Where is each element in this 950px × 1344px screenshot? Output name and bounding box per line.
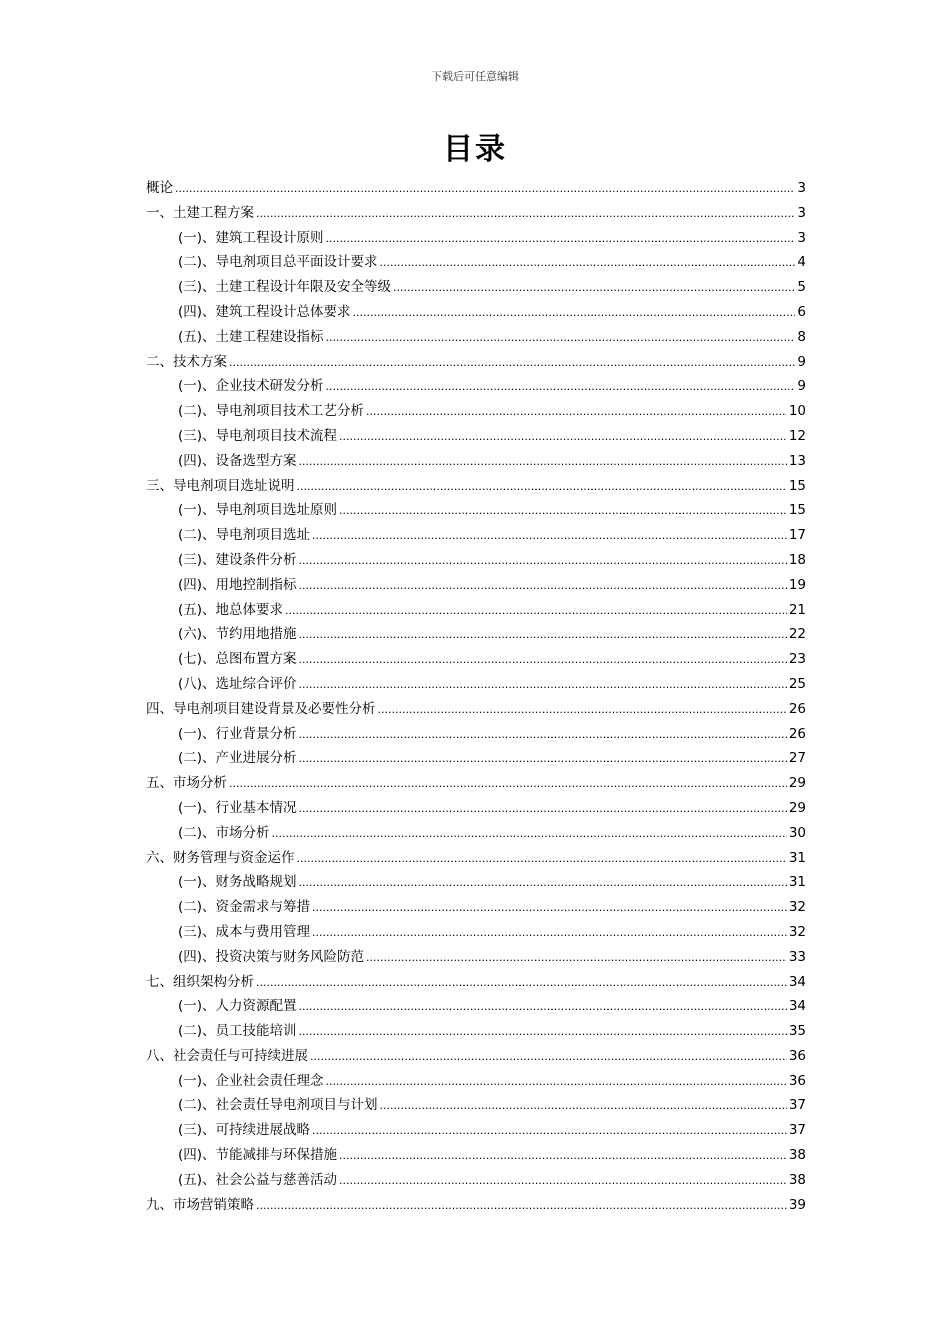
- toc-title: 目录: [443, 132, 507, 167]
- toc-entry-label: (一)、导电剂项目选址原则: [178, 502, 338, 519]
- toc-entry[interactable]: [146, 945, 806, 970]
- toc-entry[interactable]: [146, 424, 806, 449]
- toc-entry[interactable]: [146, 1168, 806, 1193]
- toc-entry-page-number: 25: [788, 675, 806, 692]
- toc-dot-leader: [297, 475, 787, 500]
- toc-entry-label: (三)、成本与费用管理: [178, 923, 311, 940]
- toc-dot-leader: [326, 326, 796, 351]
- toc-entry-label: (三)、土建工程设计年限及安全等级: [178, 279, 392, 296]
- toc-entry-label: (三)、导电剂项目技术流程: [178, 427, 338, 444]
- toc-entry[interactable]: [146, 399, 806, 424]
- toc-entry[interactable]: [146, 846, 806, 871]
- toc-dot-leader: [297, 847, 787, 872]
- toc-entry-label: (四)、投资决策与财务风险防范: [178, 948, 365, 965]
- toc-entry[interactable]: [146, 895, 806, 920]
- toc-dot-leader: [299, 549, 787, 574]
- toc-entry[interactable]: [146, 201, 806, 226]
- toc-entry-label: (一)、建筑工程设计原则: [178, 229, 324, 246]
- toc-entry-page-number: 32: [788, 899, 806, 916]
- header-note: 下载后可任意编辑: [431, 70, 519, 83]
- toc-entry-page-number: 19: [788, 576, 806, 593]
- toc-dot-leader: [299, 1020, 787, 1045]
- toc-dot-leader: [378, 698, 787, 723]
- toc-entry-page-number: 33: [788, 948, 806, 965]
- toc-entry-page-number: 22: [788, 626, 806, 643]
- toc-entry-page-number: 3: [797, 204, 806, 221]
- toc-entry-label: (七)、总图布置方案: [178, 651, 297, 668]
- toc-entry[interactable]: [146, 474, 806, 499]
- toc-dot-leader: [299, 648, 787, 673]
- toc-dot-leader: [285, 599, 787, 624]
- toc-dot-leader: [339, 499, 787, 524]
- toc-entry-label: 五、市场分析: [146, 775, 227, 792]
- toc-entry-page-number: 23: [788, 651, 806, 668]
- toc-dot-leader: [353, 301, 796, 326]
- toc-entry[interactable]: [146, 598, 806, 623]
- toc-dot-leader: [339, 1169, 787, 1194]
- toc-dot-leader: [312, 921, 787, 946]
- toc-entry-label: 六、财务管理与资金运作: [146, 849, 295, 866]
- toc-entry-page-number: 15: [788, 477, 806, 494]
- toc-entry-label: (五)、地总体要求: [178, 601, 284, 618]
- toc-dot-leader: [299, 797, 787, 822]
- toc-entry-page-number: 36: [788, 1072, 806, 1089]
- toc-entry[interactable]: [146, 697, 806, 722]
- toc-entry-label: (二)、产业进展分析: [178, 750, 297, 767]
- toc-entry-page-number: 34: [788, 973, 806, 990]
- toc-entry[interactable]: [146, 1069, 806, 1094]
- toc-dot-leader: [339, 425, 787, 450]
- toc-dot-leader: [299, 747, 787, 772]
- toc-dot-leader: [229, 772, 787, 797]
- toc-entry-label: (三)、建设条件分析: [178, 551, 297, 568]
- toc-entry-page-number: 12: [788, 427, 806, 444]
- toc-entry-page-number: 29: [788, 775, 806, 792]
- toc-entry-page-number: 3: [797, 180, 806, 196]
- toc-entry-label: (一)、行业基本情况: [178, 799, 297, 816]
- toc-dot-leader: [326, 1070, 787, 1095]
- toc-entry-label: (八)、选址综合评价: [178, 675, 297, 692]
- toc-entry[interactable]: [146, 994, 806, 1019]
- toc-entry-label: (一)、企业社会责任理念: [178, 1072, 324, 1089]
- toc-entry-page-number: 36: [788, 1047, 806, 1064]
- toc-dot-leader: [299, 574, 787, 599]
- toc-entry-page-number: 13: [788, 452, 806, 469]
- toc-entry-label: (六)、节约用地措施: [178, 626, 297, 643]
- toc-entry-label: (二)、导电剂项目技术工艺分析: [178, 403, 365, 420]
- toc-dot-leader: [312, 1119, 787, 1144]
- toc-entry-page-number: 9: [797, 378, 806, 395]
- toc-entry-label: (三)、可持续进展战略: [178, 1122, 311, 1139]
- toc-entry-page-number: 26: [788, 700, 806, 717]
- toc-entry[interactable]: [146, 622, 806, 647]
- toc-entry[interactable]: [146, 1143, 806, 1168]
- toc-entry-label: (四)、节能减排与环保措施: [178, 1147, 338, 1164]
- toc-entry-label: (二)、社会责任导电剂项目与计划: [178, 1097, 378, 1114]
- toc-entry-label: 一、土建工程方案: [146, 204, 254, 221]
- toc-entry-label: 四、导电剂项目建设背景及必要性分析: [146, 700, 376, 717]
- toc-entry-page-number: 38: [788, 1171, 806, 1188]
- toc-entry-page-number: 9: [797, 353, 806, 370]
- toc-entry-label: (四)、建筑工程设计总体要求: [178, 303, 351, 320]
- toc-entry[interactable]: [146, 672, 806, 697]
- toc-entry-page-number: 8: [797, 328, 806, 345]
- toc-entry[interactable]: [146, 920, 806, 945]
- toc-entry[interactable]: [146, 796, 806, 821]
- toc-entry[interactable]: [146, 449, 806, 474]
- toc-dot-leader: [312, 524, 787, 549]
- toc-entry[interactable]: [146, 548, 806, 573]
- toc-entry-label: 七、组织架构分析: [146, 973, 254, 990]
- toc-entry-label: (五)、土建工程建设指标: [178, 328, 324, 345]
- toc-dot-leader: [393, 276, 795, 301]
- toc-entry-page-number: 18: [788, 551, 806, 568]
- toc-entry-page-number: 37: [788, 1122, 806, 1139]
- toc-dot-leader: [366, 400, 787, 425]
- toc-entry[interactable]: [146, 870, 806, 895]
- toc-entry-page-number: 29: [788, 799, 806, 816]
- toc-entry-label: (四)、设备选型方案: [178, 452, 297, 469]
- toc-dot-leader: [326, 227, 796, 252]
- toc-entry[interactable]: [146, 771, 806, 796]
- toc-dot-leader: [299, 871, 787, 896]
- toc-dot-leader: [256, 202, 795, 227]
- toc-entry-page-number: 5: [797, 279, 806, 296]
- toc-entry-page-number: 26: [788, 725, 806, 742]
- toc-entry-page-number: 3: [797, 229, 806, 246]
- toc-entry-page-number: 15: [788, 502, 806, 519]
- toc-entry[interactable]: [146, 821, 806, 846]
- toc-entry[interactable]: [146, 1118, 806, 1143]
- toc-entry-label: (一)、人力资源配置: [178, 998, 297, 1015]
- toc-entry-label: (二)、员工技能培训: [178, 1023, 297, 1040]
- toc-entry[interactable]: [146, 498, 806, 523]
- toc-dot-leader: [256, 971, 787, 996]
- toc-entry-page-number: 17: [788, 527, 806, 544]
- toc-entry[interactable]: [146, 1193, 806, 1218]
- toc-entry-page-number: 10: [788, 403, 806, 420]
- toc-entry-page-number: 31: [788, 874, 806, 891]
- toc-entry-page-number: 38: [788, 1147, 806, 1164]
- toc-entry-page-number: 39: [788, 1196, 806, 1213]
- toc-entry-label: (二)、市场分析: [178, 824, 270, 841]
- toc-entry-label: 九、市场营销策略: [146, 1196, 254, 1213]
- toc-dot-leader: [380, 1094, 787, 1119]
- toc-dot-leader: [229, 351, 795, 376]
- toc-entry[interactable]: [146, 325, 806, 350]
- toc-entry[interactable]: [146, 374, 806, 399]
- toc-entry[interactable]: [146, 1093, 806, 1118]
- toc-entry[interactable]: [146, 970, 806, 995]
- toc-entry-page-number: 6: [797, 303, 806, 320]
- toc-dot-leader: [175, 177, 795, 202]
- toc-entry[interactable]: [146, 176, 806, 201]
- toc-dot-leader: [380, 251, 796, 276]
- toc-entry[interactable]: [146, 523, 806, 548]
- toc-entry-page-number: 27: [788, 750, 806, 767]
- toc-entry[interactable]: [146, 300, 806, 325]
- toc-entry-page-number: 34: [788, 998, 806, 1015]
- toc-dot-leader: [299, 673, 787, 698]
- toc-entry-label: (五)、社会公益与慈善活动: [178, 1171, 338, 1188]
- toc-entry[interactable]: [146, 746, 806, 771]
- toc-entry-page-number: 32: [788, 923, 806, 940]
- toc-entry[interactable]: [146, 1019, 806, 1044]
- toc-entry[interactable]: [146, 350, 806, 375]
- toc-entry-label: (二)、导电剂项目选址: [178, 527, 311, 544]
- toc-entry-label: (一)、行业背景分析: [178, 725, 297, 742]
- toc-entry-label: 二、技术方案: [146, 353, 227, 370]
- toc-entry-label: (一)、企业技术研发分析: [178, 378, 324, 395]
- toc-entry[interactable]: [146, 573, 806, 598]
- toc-dot-leader: [272, 822, 787, 847]
- toc-dot-leader: [366, 946, 787, 971]
- toc-entry-label: (一)、财务战略规划: [178, 874, 297, 891]
- toc-dot-leader: [299, 723, 787, 748]
- toc-entry-label: 三、导电剂项目选址说明: [146, 477, 295, 494]
- toc-entry-page-number: 37: [788, 1097, 806, 1114]
- toc-dot-leader: [299, 450, 787, 475]
- toc-entry-label: (四)、用地控制指标: [178, 576, 297, 593]
- toc-entry-label: (二)、导电剂项目总平面设计要求: [178, 254, 378, 271]
- toc-entry-page-number: 21: [788, 601, 806, 618]
- toc-dot-leader: [256, 1194, 787, 1219]
- toc-entry-page-number: 35: [788, 1023, 806, 1040]
- toc-entry[interactable]: [146, 275, 806, 300]
- toc-entry[interactable]: [146, 1044, 806, 1069]
- toc-entry-page-number: 4: [797, 254, 806, 271]
- toc-dot-leader: [310, 1045, 787, 1070]
- toc-entry-page-number: 31: [788, 849, 806, 866]
- toc-dot-leader: [312, 896, 787, 921]
- toc-dot-leader: [299, 623, 787, 648]
- toc-entry-label: 八、社会责任与可持续进展: [146, 1047, 308, 1064]
- toc-entry[interactable]: [146, 226, 806, 251]
- toc-entry[interactable]: [146, 250, 806, 275]
- toc-dot-leader: [339, 1144, 787, 1169]
- table-of-contents: [146, 176, 806, 1217]
- toc-entry-label: 概论: [146, 180, 173, 196]
- toc-entry-label: (二)、资金需求与筹措: [178, 899, 311, 916]
- toc-entry[interactable]: [146, 647, 806, 672]
- toc-dot-leader: [326, 375, 796, 400]
- toc-entry[interactable]: [146, 722, 806, 747]
- toc-dot-leader: [299, 995, 787, 1020]
- toc-entry-page-number: 30: [788, 824, 806, 841]
